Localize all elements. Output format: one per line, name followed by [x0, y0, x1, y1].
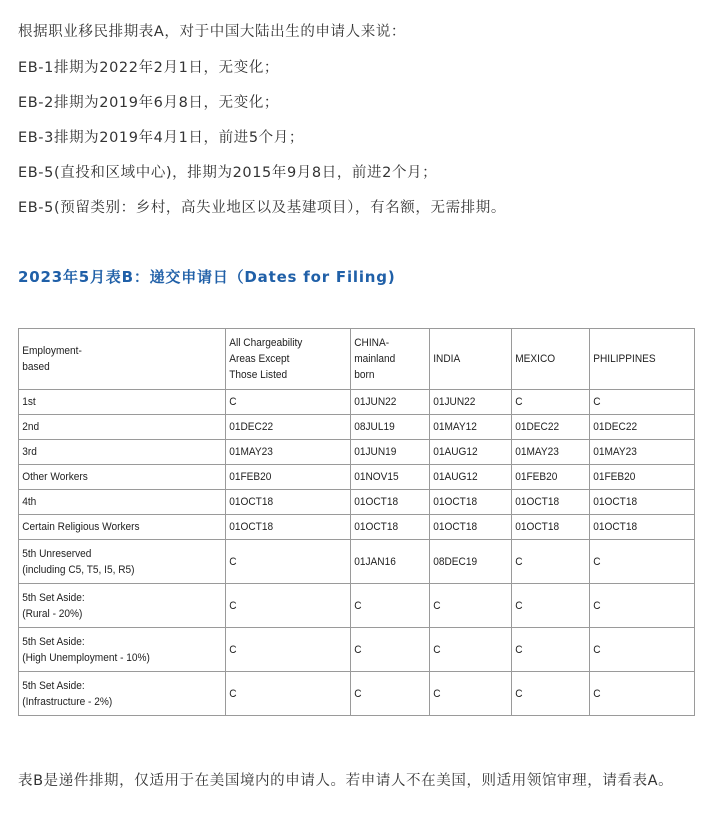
table-cell: 01OCT18	[226, 515, 341, 540]
table-cell: 01OCT18	[351, 490, 424, 515]
table-cell: C	[512, 672, 584, 716]
table-cell: C	[430, 584, 505, 628]
row-label: 2nd	[19, 415, 209, 440]
eb5-set-aside-line: EB-5(预留类别：乡村，高失业地区以及基建项目），有名额，无需排期。	[18, 200, 506, 216]
table-cell: 01AUG12	[430, 465, 505, 490]
table-cell: 01MAY23	[590, 440, 687, 465]
table-row	[19, 515, 695, 540]
table-cell: 01OCT18	[590, 515, 687, 540]
footer-note: 表B是递件排期，仅适用于在美国境内的申请人。若申请人不在美国，则适用领馆审理，请看表A。	[18, 773, 674, 789]
table-cell: 01DEC22	[590, 415, 687, 440]
table-cell: 01JUN22	[430, 390, 505, 415]
table-row	[19, 584, 695, 628]
table-cell: 01JUN22	[351, 390, 424, 415]
header-philippines: PHILIPPINES	[590, 329, 687, 390]
row-label: 1st	[19, 390, 209, 415]
header-india: INDIA	[430, 329, 505, 390]
header-all-chargeability: All Chargeability Areas Except Those Listed	[226, 329, 341, 390]
table-cell: C	[351, 584, 424, 628]
table-cell: 01OCT18	[430, 490, 505, 515]
table-row	[19, 628, 695, 672]
eb1-line: EB-1排期为2022年2月1日，无变化；	[18, 60, 280, 76]
table-cell: C	[226, 672, 341, 716]
table-cell: C	[351, 628, 424, 672]
table-cell: 08JUL19	[351, 415, 424, 440]
table-cell: C	[590, 628, 687, 672]
table-cell: 01MAY23	[226, 440, 341, 465]
table-cell: 01OCT18	[226, 490, 341, 515]
table-cell: C	[512, 584, 584, 628]
table-cell: C	[430, 672, 505, 716]
table-cell: C	[226, 540, 341, 584]
row-label: 4th	[19, 490, 209, 515]
table-cell: C	[590, 390, 687, 415]
table-cell: C	[590, 540, 687, 584]
table-row	[19, 465, 695, 490]
table-cell: 01OCT18	[512, 515, 584, 540]
table-cell: C	[590, 584, 687, 628]
table-cell: C	[226, 584, 341, 628]
table-row	[19, 540, 695, 584]
table-cell: 01FEB20	[590, 465, 687, 490]
table-cell: 01DEC22	[512, 415, 584, 440]
eb5-regional-line: EB-5(直投和区域中心)，排期为2015年9月8日，前进2个月；	[18, 165, 438, 181]
table-cell: C	[226, 390, 341, 415]
row-label: Other Workers	[19, 465, 209, 490]
table-cell: 01MAY12	[430, 415, 505, 440]
table-cell: C	[512, 628, 584, 672]
row-label: 5th Unreserved (including C5, T5, I5, R5)	[19, 540, 209, 584]
row-label: 3rd	[19, 440, 209, 465]
intro-line: 根据职业移民排期表A，对于中国大陆出生的申请人来说：	[18, 24, 407, 40]
eb2-line: EB-2排期为2019年6月8日，无变化；	[18, 95, 280, 111]
row-label: 5th Set Aside: (Infrastructure - 2%)	[19, 672, 209, 716]
row-label: Certain Religious Workers	[19, 515, 209, 540]
table-row	[19, 415, 695, 440]
table-cell: 01FEB20	[226, 465, 341, 490]
table-header-row	[19, 329, 695, 390]
table-cell: 01MAY23	[512, 440, 584, 465]
visa-bulletin-table	[18, 328, 695, 716]
table-cell: C	[590, 672, 687, 716]
table-row	[19, 390, 695, 415]
table-cell: 01FEB20	[512, 465, 584, 490]
table-cell: 01OCT18	[590, 490, 687, 515]
table-cell: 01OCT18	[512, 490, 584, 515]
table-cell: 01NOV15	[351, 465, 424, 490]
section-heading: 2023年5月表B：递交申请日（Dates for Filing)	[18, 268, 396, 286]
table-cell: 01OCT18	[430, 515, 505, 540]
table-cell: 01JUN19	[351, 440, 424, 465]
header-china: CHINA- mainland born	[351, 329, 424, 390]
eb3-line: EB-3排期为2019年4月1日，前进5个月；	[18, 130, 304, 146]
table-cell: 01JAN16	[351, 540, 424, 584]
table-cell: C	[430, 628, 505, 672]
table-cell: C	[512, 540, 584, 584]
table-row	[19, 440, 695, 465]
row-label: 5th Set Aside: (High Unemployment - 10%)	[19, 628, 209, 672]
row-label: 5th Set Aside: (Rural - 20%)	[19, 584, 209, 628]
table-row	[19, 490, 695, 515]
header-employment-based: Employment- based	[19, 329, 209, 390]
table-cell: C	[512, 390, 584, 415]
table-cell: 01AUG12	[430, 440, 505, 465]
table-cell: C	[226, 628, 341, 672]
table-cell: 01DEC22	[226, 415, 341, 440]
table-cell: C	[351, 672, 424, 716]
table-cell: 01OCT18	[351, 515, 424, 540]
header-mexico: MEXICO	[512, 329, 584, 390]
table-row	[19, 672, 695, 716]
table-cell: 08DEC19	[430, 540, 505, 584]
